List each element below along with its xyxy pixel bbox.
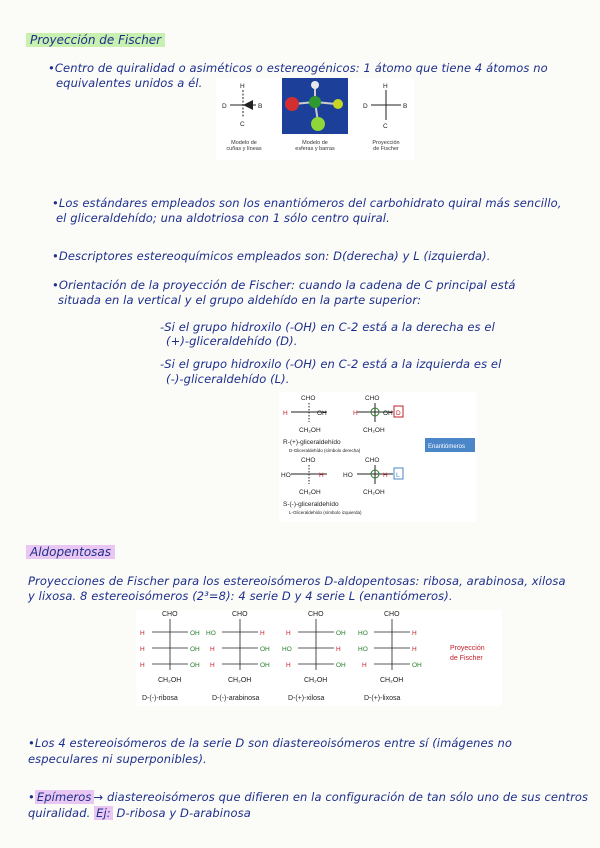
pentose-cho: CHO bbox=[384, 611, 400, 618]
figure-aldopentoses bbox=[136, 610, 502, 706]
fischer-side-label-2: de Fischer bbox=[450, 655, 483, 662]
fischer-atom-right: B bbox=[403, 103, 408, 110]
pentose-h: H bbox=[286, 662, 291, 669]
aldopentoses-intro-line2: y lixosa. 8 estereoisómeros (2³=8): 4 serie D y 4 serie L (enantiómeros). bbox=[28, 589, 453, 603]
bullet-orientation-line2: situada en la vertical y el grupo aldehído en la parte superior: bbox=[58, 293, 422, 307]
pentose-h: H bbox=[140, 630, 145, 637]
pentose-oh: OH bbox=[412, 662, 422, 669]
pentose-ch2oh: CH₂OH bbox=[158, 677, 182, 684]
bullet-epimers-line1 bbox=[28, 790, 588, 805]
epimers-definition: → diastereoisómeros que difieren en la configuración de tan sólo uno de sus centros bbox=[93, 790, 589, 804]
section-title-fischer: Proyección de Fischer bbox=[26, 33, 165, 47]
bullet-epimers-prefix: • bbox=[28, 790, 35, 804]
caption-ball-stick-model: Modelo de esferas y barras bbox=[295, 140, 335, 152]
pentose-oh: OH bbox=[260, 646, 270, 653]
pentose-h: H bbox=[210, 646, 215, 653]
epimers-term: Epímeros bbox=[36, 790, 92, 804]
pentose-ho: HO bbox=[358, 630, 368, 637]
sub-right-oh-line2: (+)-gliceraldehído (D). bbox=[166, 334, 298, 348]
d-oh-left: OH bbox=[317, 410, 327, 417]
label-l: L bbox=[396, 472, 400, 479]
l-cho-right: CHO bbox=[365, 457, 380, 464]
pentose-h: H bbox=[140, 646, 145, 653]
fischer-atom-left: D bbox=[363, 103, 368, 110]
pentose-h: H bbox=[140, 662, 145, 669]
example-label: Ej: bbox=[96, 806, 111, 820]
bullet-orientation-line1: •Orientación de la proyección de Fischer: cuando la cadena de C principal está bbox=[52, 278, 516, 292]
l-cho-left: CHO bbox=[301, 457, 316, 464]
figure-chirality-models bbox=[216, 78, 414, 160]
l-ch2oh-left: CH₂OH bbox=[299, 489, 321, 496]
sub-left-oh-line1: -Si el grupo hidroxilo (-OH) en C-2 está a la izquierda es el bbox=[160, 357, 502, 371]
l-h-left: H bbox=[319, 472, 324, 479]
caption-wedge-model: Modelo de cuñas y líneas bbox=[226, 140, 262, 152]
pentose-cho: CHO bbox=[232, 611, 248, 618]
pentose-h: H bbox=[260, 630, 265, 637]
fischer-side-label-1: Proyección bbox=[450, 645, 485, 652]
l-ho-right: HO bbox=[343, 472, 353, 479]
pentose-h: H bbox=[362, 662, 367, 669]
pentose-oh: OH bbox=[260, 662, 270, 669]
section-title-aldopentoses: Aldopentosas bbox=[26, 545, 115, 559]
epimers-example: D-ribosa y D-arabinosa bbox=[116, 806, 251, 820]
sub-left-oh-line2: (-)-gliceraldehído (L). bbox=[166, 372, 290, 386]
bullet-epimers-line2 bbox=[28, 806, 251, 821]
l-h-right: H bbox=[383, 472, 388, 479]
bullet-descriptors: •Descriptores estereoquímicos empleados son: D(derecha) y L (izquierda). bbox=[52, 249, 491, 263]
label-d: D bbox=[396, 410, 401, 417]
d-cho-right: CHO bbox=[365, 395, 380, 402]
pentose-oh: OH bbox=[336, 662, 346, 669]
bullet-quirality-line1: •Centro de quiralidad o asiméticos o estereogénicos: 1 átomo que tiene 4 átomos no bbox=[48, 61, 548, 75]
wedge-atom-left: D bbox=[222, 103, 227, 110]
pentose-name: D-(+)-xilosa bbox=[288, 695, 325, 702]
bullet-diastereoisomers-line1: •Los 4 estereoisómeros de la serie D son diastereoisómeros entre sí (imágenes no bbox=[28, 736, 513, 750]
aldopentoses-intro-line1: Proyecciones de Fischer para los estereoisómeros D-aldopentosas: ribosa, arabinosa, xilosa bbox=[28, 574, 566, 588]
pentose-oh: OH bbox=[336, 630, 346, 637]
pentose-h: H bbox=[412, 630, 417, 637]
pentose-h: H bbox=[412, 646, 417, 653]
pentose-oh: OH bbox=[190, 646, 200, 653]
l-ch2oh-right: CH₂OH bbox=[363, 489, 385, 496]
d-h-left: H bbox=[283, 410, 288, 417]
bullet-standards-line2: el gliceraldehído; una aldotriosa con 1 sólo centro quiral. bbox=[56, 211, 390, 225]
d-ch2oh-left: CH₂OH bbox=[299, 427, 321, 434]
pentose-ho: HO bbox=[282, 646, 292, 653]
wedge-atom-right: B bbox=[258, 103, 263, 110]
fischer-atom-bottom: C bbox=[383, 123, 388, 130]
r-glyceraldehyde-sub: D-Gliceraldehído (símbolo derecha) bbox=[289, 448, 361, 453]
pentose-name: D-(-)-arabinosa bbox=[212, 695, 260, 702]
pentose-ho: HO bbox=[358, 646, 368, 653]
bullet-diastereoisomers-line2: especulares ni superponibles). bbox=[28, 752, 207, 766]
wedge-atom-top: H bbox=[240, 83, 245, 90]
l-ho-left: HO bbox=[281, 472, 291, 479]
pentose-ch2oh: CH₂OH bbox=[228, 677, 252, 684]
pentose-h: H bbox=[210, 662, 215, 669]
d-oh-right: OH bbox=[383, 410, 393, 417]
enantiomers-badge: Enantiómeros bbox=[428, 444, 466, 450]
r-glyceraldehyde-name: R-(+)-gliceraldehído bbox=[283, 439, 341, 446]
d-h-right: H bbox=[353, 410, 358, 417]
d-ch2oh-right: CH₂OH bbox=[363, 427, 385, 434]
figure-glyceraldehyde-enantiomers bbox=[279, 392, 477, 522]
bullet-quirality-line2: equivalentes unidos a él. bbox=[56, 76, 203, 90]
aldopentoses-drawing bbox=[136, 610, 502, 706]
pentose-h: H bbox=[286, 630, 291, 637]
pentose-cho: CHO bbox=[308, 611, 324, 618]
caption-fischer-projection: Proyección de Fischer bbox=[372, 140, 400, 152]
pentose-ho: HO bbox=[206, 630, 216, 637]
fischer-atom-top: H bbox=[383, 83, 388, 90]
s-glyceraldehyde-sub: L-Gliceraldehído (símbolo izquierda) bbox=[289, 510, 362, 515]
wedge-atom-bottom: C bbox=[240, 121, 245, 128]
epimers-line2-a: quiralidad. bbox=[28, 806, 91, 820]
bullet-standards-line1: •Los estándares empleados son los enantiómeros del carbohidrato quiral más sencillo, bbox=[52, 196, 562, 210]
pentose-name: D-(+)-lixosa bbox=[364, 695, 401, 702]
pentose-ch2oh: CH₂OH bbox=[304, 677, 328, 684]
d-cho-left: CHO bbox=[301, 395, 316, 402]
pentose-cho: CHO bbox=[162, 611, 178, 618]
pentose-ch2oh: CH₂OH bbox=[380, 677, 404, 684]
sub-right-oh-line1: -Si el grupo hidroxilo (-OH) en C-2 está a la derecha es el bbox=[160, 320, 495, 334]
pentose-oh: OH bbox=[190, 630, 200, 637]
pentose-h: H bbox=[336, 646, 341, 653]
s-glyceraldehyde-name: S-(-)-gliceraldehído bbox=[283, 501, 339, 508]
pentose-name: D-(-)-ribosa bbox=[142, 695, 178, 702]
glyceraldehyde-drawing bbox=[279, 392, 477, 522]
pentose-oh: OH bbox=[190, 662, 200, 669]
